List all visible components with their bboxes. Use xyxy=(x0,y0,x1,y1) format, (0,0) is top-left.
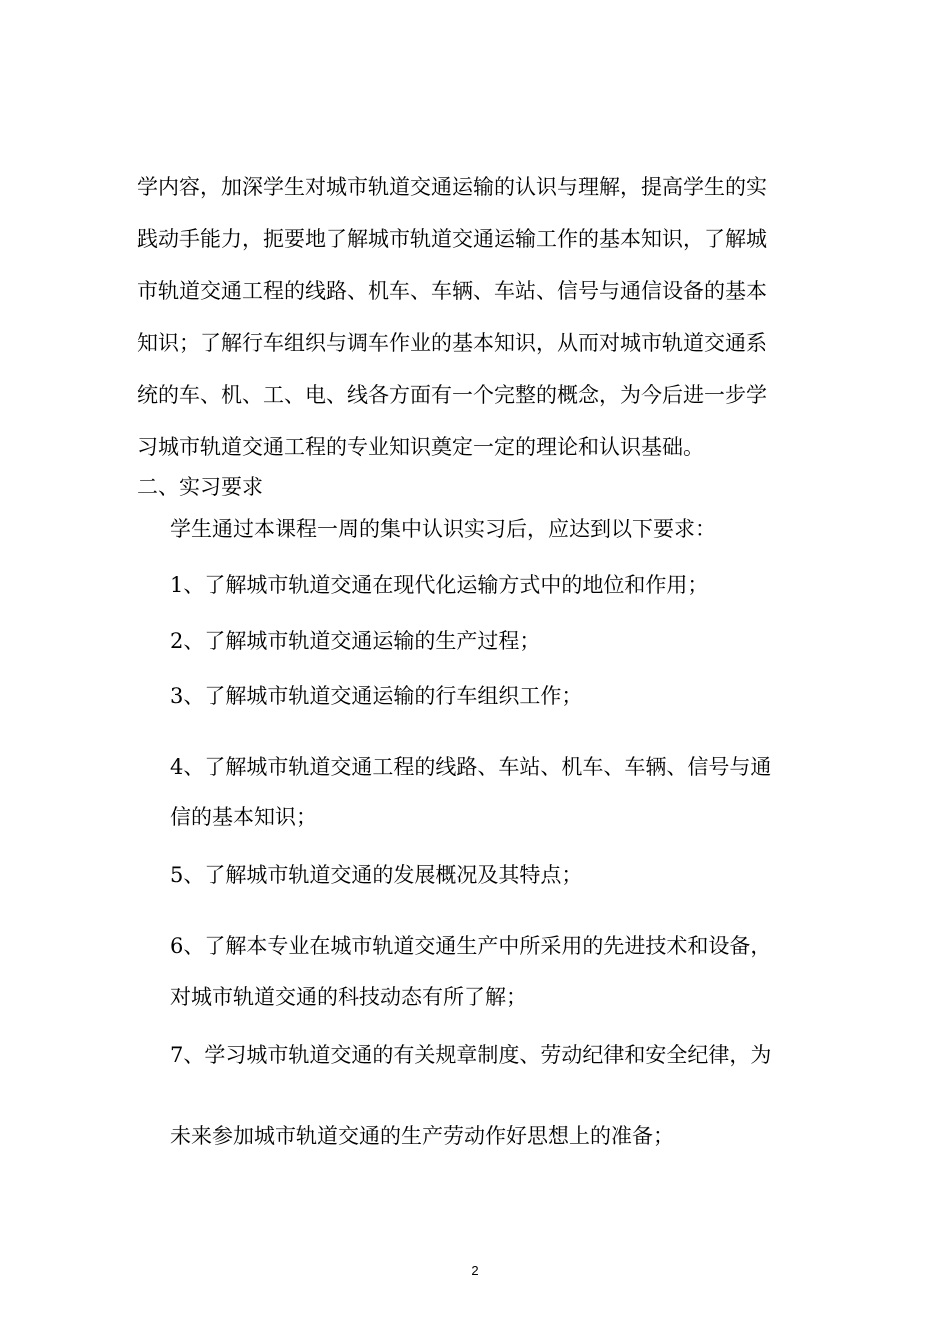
page-number: 2 xyxy=(471,1263,479,1278)
requirement-item-4: 4、了解城市轨道交通工程的线路、车站、机车、车辆、信号与通 xyxy=(170,755,772,779)
requirement-item-3: 3、了解城市轨道交通运输的行车组织工作； xyxy=(170,684,583,708)
paragraph-line: 统的车、机、工、电、线各方面有一个完整的概念，为今后进一步学 xyxy=(137,383,767,407)
section-heading: 二、实习要求 xyxy=(137,475,263,499)
requirement-item-6-continued: 对城市轨道交通的科技动态有所了解； xyxy=(170,985,527,1009)
requirements-intro: 学生通过本课程一周的集中认识实习后，应达到以下要求： xyxy=(170,517,716,541)
requirement-item-7-continued: 未来参加城市轨道交通的生产劳动作好思想上的准备； xyxy=(170,1124,674,1148)
paragraph-line: 学内容，加深学生对城市轨道交通运输的认识与理解，提高学生的实 xyxy=(137,175,767,199)
requirement-item-6: 6、了解本专业在城市轨道交通生产中所采用的先进技术和设备， xyxy=(170,934,772,958)
requirement-item-7: 7、学习城市轨道交通的有关规章制度、劳动纪律和安全纪律，为 xyxy=(170,1043,772,1067)
paragraph-line: 践动手能力，扼要地了解城市轨道交通运输工作的基本知识，了解城 xyxy=(137,227,767,251)
paragraph-line: 市轨道交通工程的线路、机车、车辆、车站、信号与通信设备的基本 xyxy=(137,279,767,303)
requirement-item-2: 2、了解城市轨道交通运输的生产过程； xyxy=(170,629,541,653)
requirement-item-5: 5、了解城市轨道交通的发展概况及其特点； xyxy=(170,863,583,887)
paragraph-line: 知识；了解行车组织与调车作业的基本知识，从而对城市轨道交通系 xyxy=(137,331,767,355)
requirement-item-4-continued: 信的基本知识； xyxy=(170,805,317,829)
paragraph-line: 习城市轨道交通工程的专业知识奠定一定的理论和认识基础。 xyxy=(137,435,704,459)
requirement-item-1: 1、了解城市轨道交通在现代化运输方式中的地位和作用； xyxy=(170,573,709,597)
